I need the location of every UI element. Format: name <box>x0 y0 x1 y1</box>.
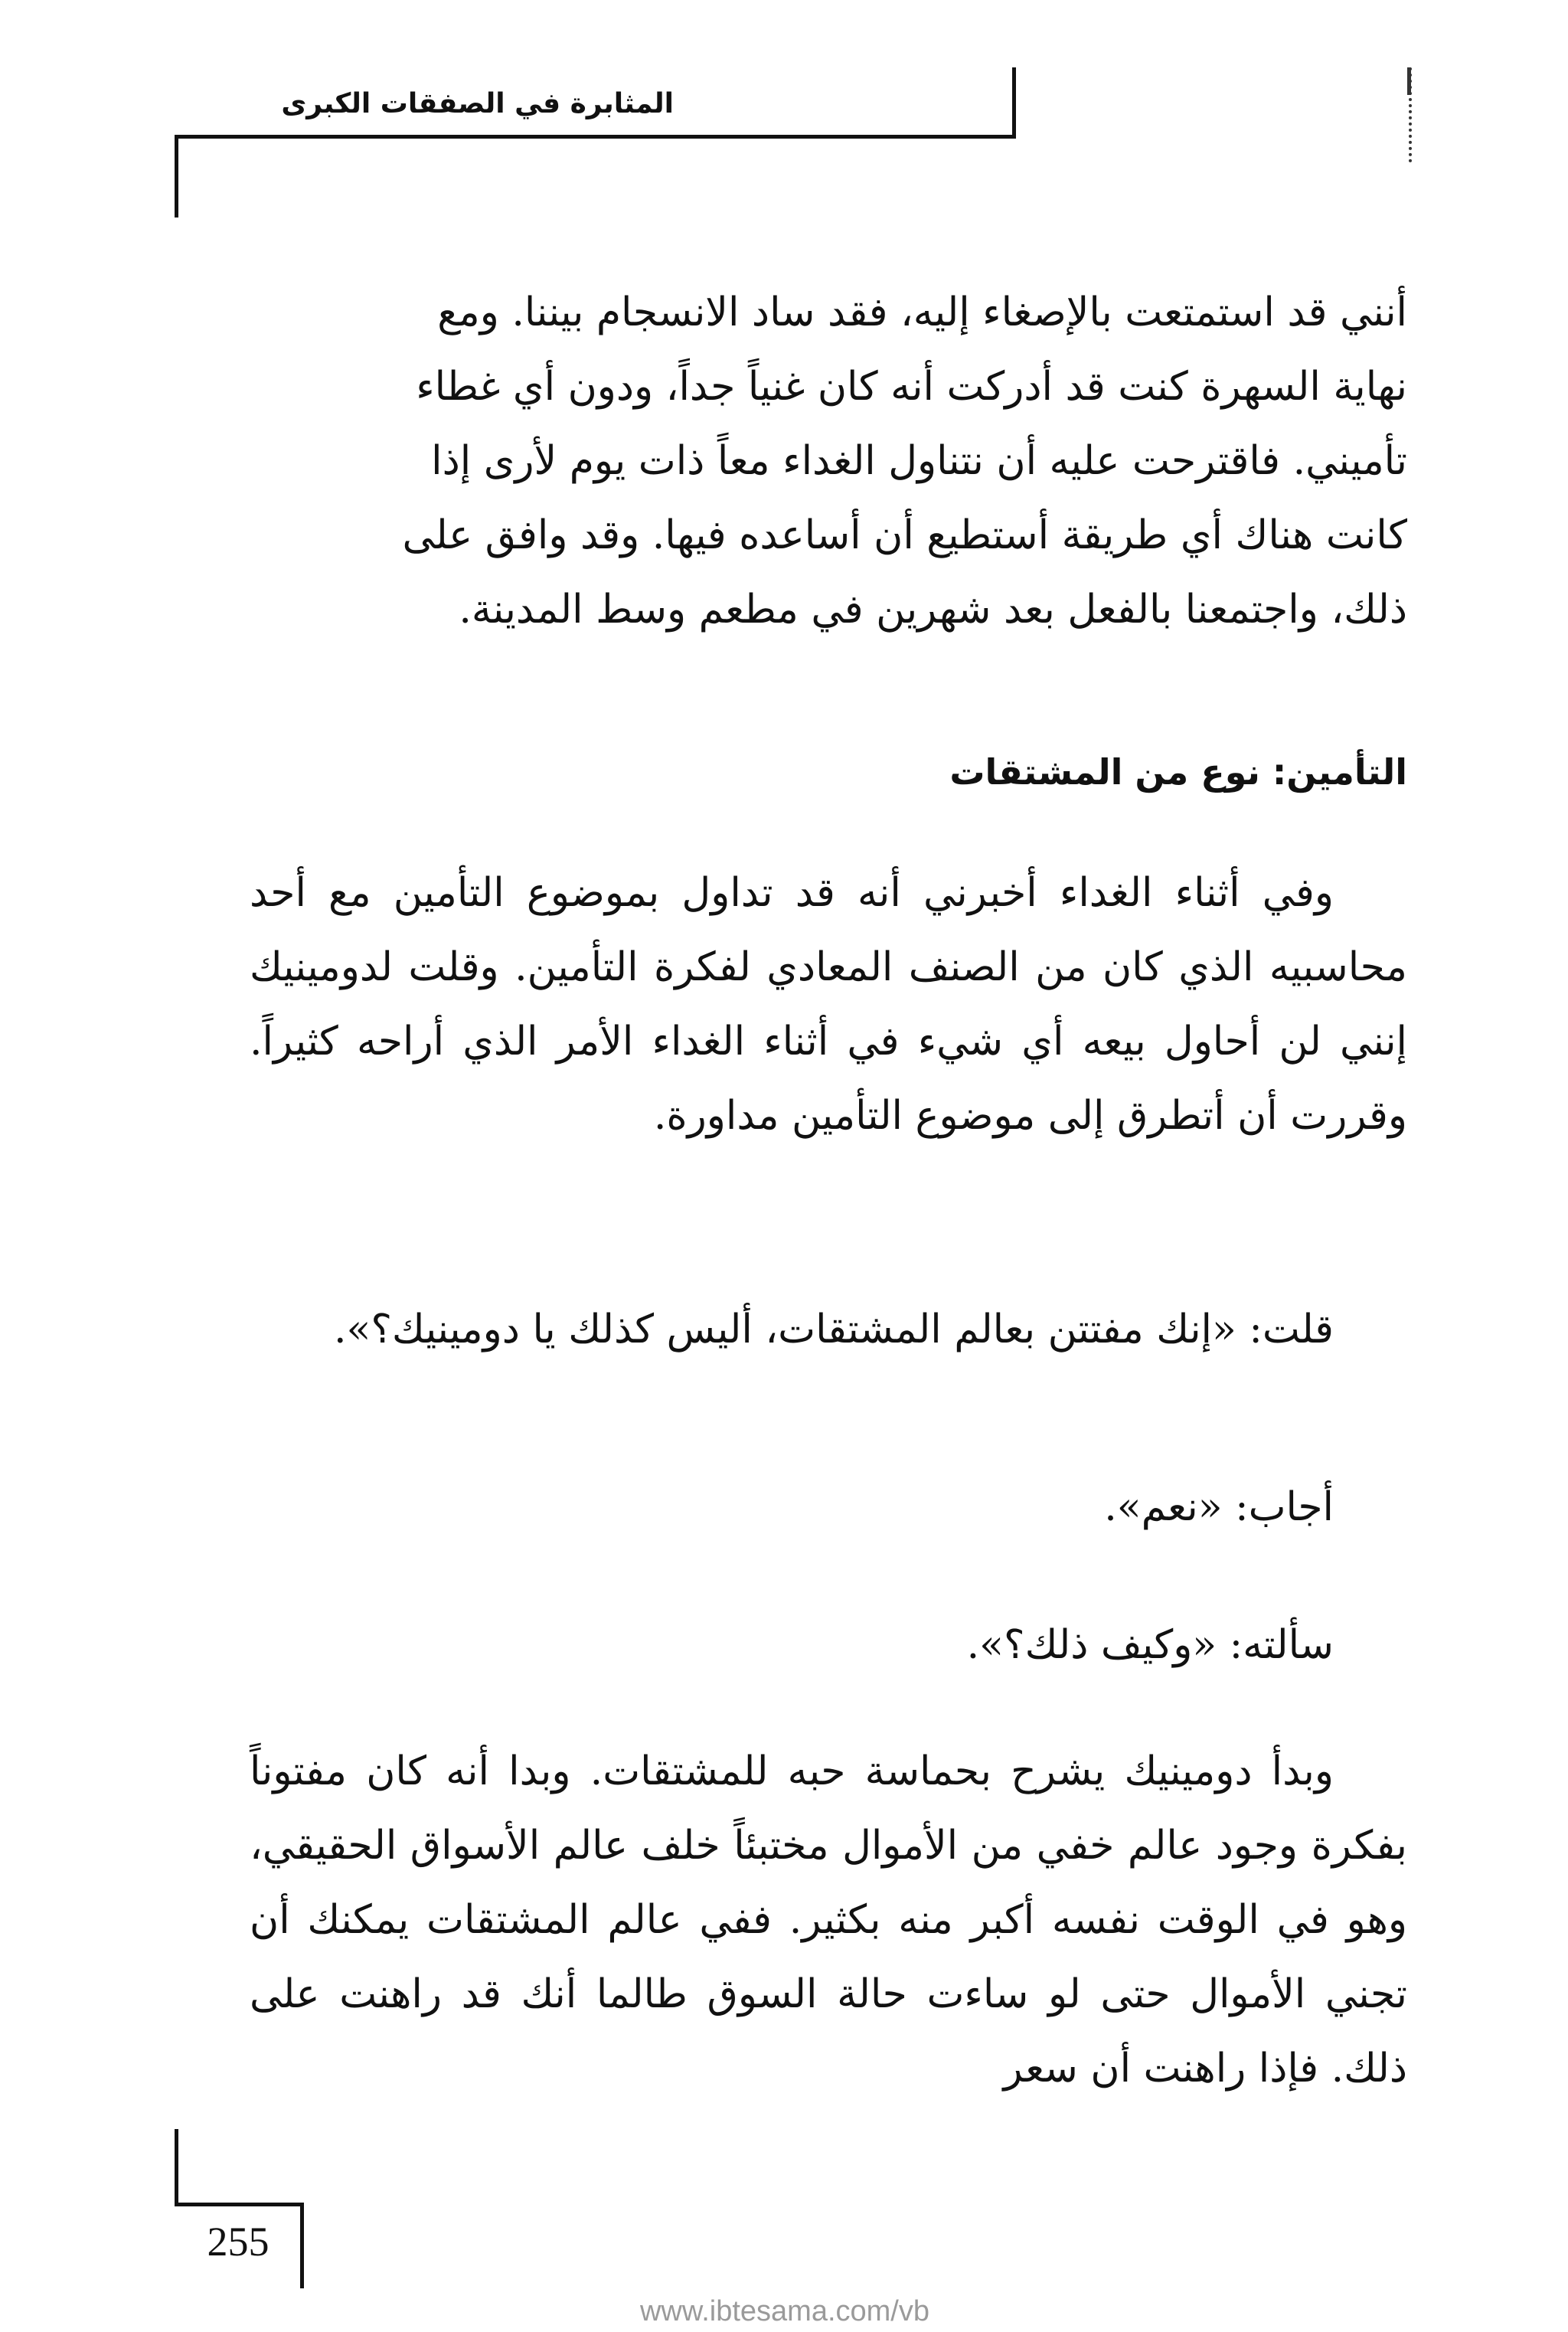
text-line-content: نهاية السهرة كنت قد أدركت أنه كان غنياً جداً، ودون أي غطاء <box>416 364 1407 410</box>
text-line <box>250 424 1407 499</box>
margin-dash-mark <box>1407 67 1411 95</box>
text-line <box>250 573 1407 647</box>
running-header-title: المثابرة في الصفقات الكبرى <box>281 88 674 119</box>
paragraph-lunch: وفي أثناء الغداء أخبرني أنه قد تداول بموضوع التأمين مع أحد محاسبيه الذي كان من الصنف المعادي لفكرة التأمين. وقلت لدومينيك إنني لن أحاول بيعه أي شيء في أثناء الغداء الأمر الذي أراحه كثيراً. وقررت أن أتطرق إلى موضوع التأمين مداورة. <box>250 870 1407 1139</box>
paragraph-derivatives: وبدأ دومينيك يشرح بحماسة حبه للمشتقات. وبدا أنه كان مفتوناً بفكرة وجود عالم خفي من الأموال مختبئاً خلف عالم الأسواق الحقيقي، وهو في الوقت نفسه أكبر منه بكثير. ففي عالم المشتقات يمكنك أن تجني الأموال حتى لو ساءت حالة السوق طالما أنك قد راهنت على ذلك. فإذا راهنت أن سعر <box>250 1748 1407 2092</box>
footer-frame-top-rule <box>175 2203 303 2206</box>
text-line-content: ذلك، واجتمعنا بالفعل بعد شهرين في مطعم وسط المدينة. <box>459 587 1407 633</box>
text-line-content: أنني قد استمتعت بالإصغاء إليه، فقد ساد الانسجام بيننا. ومع <box>437 289 1407 335</box>
header-frame-right-rule <box>1012 67 1016 138</box>
page-number: 255 <box>207 2219 270 2265</box>
paragraph-continuation <box>250 276 1407 659</box>
footer-frame-right-rule <box>300 2203 304 2288</box>
text-line-content: تأميني. فاقترحت عليه أن نتناول الغداء معاً ذات يوم لأرى إذا <box>431 438 1407 484</box>
section-heading: التأمين: نوع من المشتقات <box>949 751 1407 793</box>
text-line-content: كانت هناك أي طريقة أستطيع أن أساعده فيها. وقد وافق على <box>402 512 1407 558</box>
watermark-link: www.ibtesama.com/vb <box>639 2295 929 2327</box>
text-line <box>250 350 1407 424</box>
header-frame-bottom-rule <box>175 135 1016 139</box>
header-frame-left-rule <box>175 135 178 218</box>
footer-frame-left-rule <box>175 2129 178 2206</box>
paragraph-dialogue-question: قلت: «إنك مفتتن بعالم المشتقات، أليس كذلك يا دومينيك؟». <box>333 1307 1334 1352</box>
text-line <box>250 499 1407 573</box>
paragraph-dialogue-answer: أجاب: «نعم». <box>1104 1484 1334 1530</box>
text-line <box>250 276 1407 350</box>
paragraph-dialogue-followup: سألته: «وكيف ذلك؟». <box>966 1622 1334 1668</box>
